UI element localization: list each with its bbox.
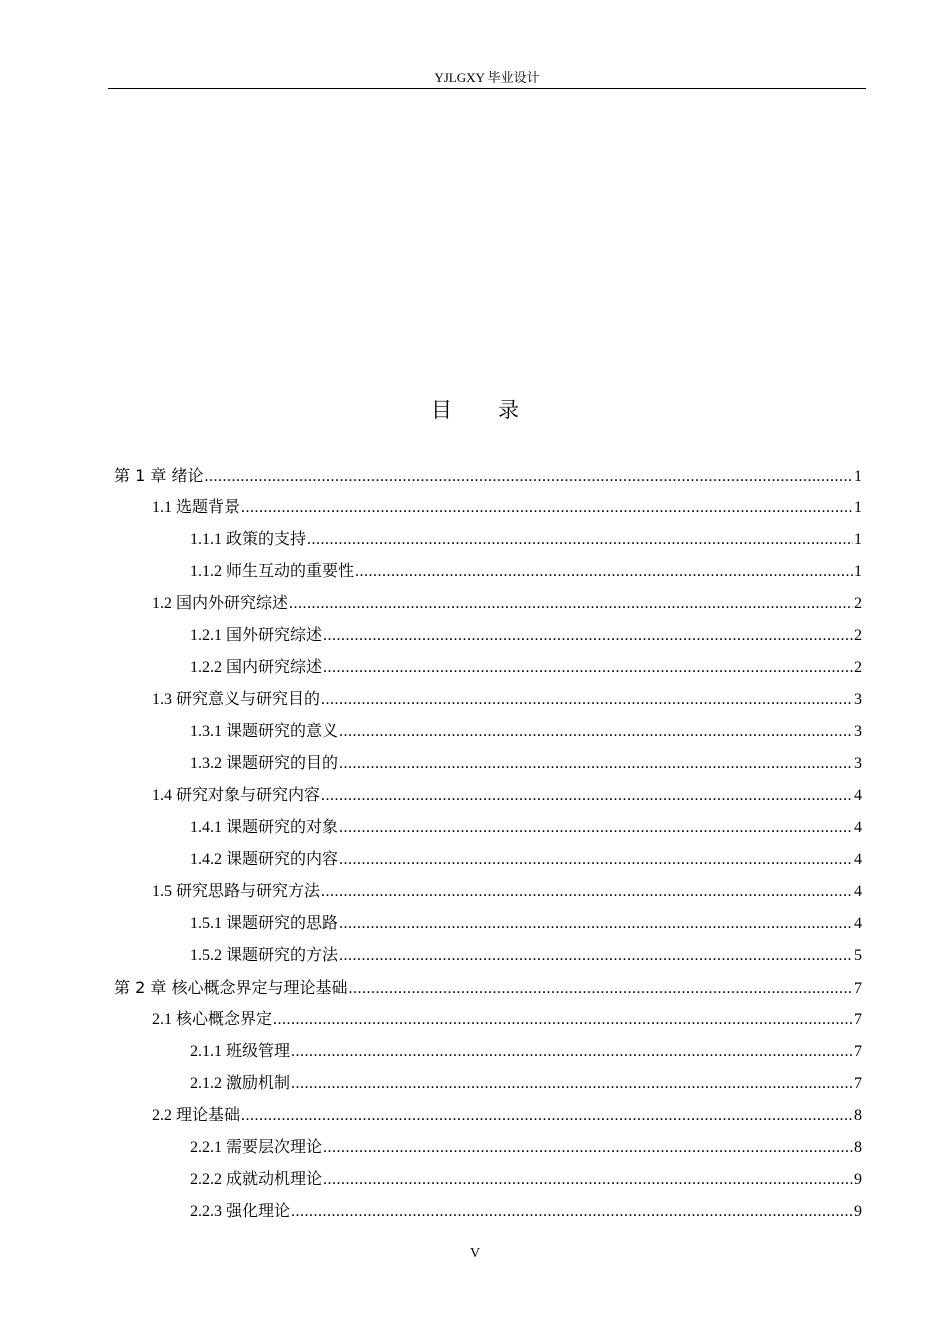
toc-leader-dots [321,684,853,716]
toc-entry[interactable] [114,1132,862,1164]
toc-entry-label: 2.2.1 需要层次理论 [190,1139,323,1156]
toc-leader-dots [321,780,853,812]
toc-entry[interactable] [114,748,862,780]
toc-entry-label: 1.5 研究思路与研究方法 [152,883,321,900]
header-text: YJLGXY 毕业设计 [434,70,540,85]
toc-entry-label: 1.2.2 国内研究综述 [190,659,323,676]
toc-leader-dots [291,1196,853,1228]
toc-leader-dots [307,524,853,556]
toc-entry-label: 1.1.2 师生互动的重要性 [190,563,355,580]
table-of-contents [114,460,862,1228]
toc-entry-label: 2.1.2 激励机制 [190,1075,291,1092]
toc-entry[interactable] [114,1196,862,1228]
toc-leader-dots [339,748,853,780]
toc-entry-page: 3 [854,691,862,708]
toc-entry-page: 1 [854,499,862,516]
toc-leader-dots [339,812,853,844]
toc-entry-page: 8 [854,1107,862,1124]
toc-entry-page: 7 [854,1011,862,1028]
toc-entry-label: 1.4.1 课题研究的对象 [190,819,339,836]
toc-leader-dots [241,492,853,524]
toc-entry-page: 7 [854,1043,862,1060]
toc-entry-label: 第 2 章 核心概念界定与理论基础 [114,978,348,997]
toc-leader-dots [321,876,853,908]
toc-entry-page: 4 [854,915,862,932]
toc-entry[interactable] [114,780,862,812]
toc-entry[interactable] [114,620,862,652]
toc-leader-dots [339,908,853,940]
toc-entry-page: 9 [854,1203,862,1220]
toc-entry-page: 3 [854,723,862,740]
toc-entry-label: 1.3.1 课题研究的意义 [190,723,339,740]
toc-leader-dots [355,556,853,588]
toc-entry-page: 5 [854,947,862,964]
toc-entry[interactable] [114,588,862,620]
toc-entry-label: 2.2.2 成就动机理论 [190,1171,323,1188]
toc-entry-label: 2.2.3 强化理论 [190,1203,291,1220]
toc-leader-dots [348,973,853,1005]
toc-leader-dots [291,1036,853,1068]
toc-entry[interactable] [114,652,862,684]
toc-title: 目录 [431,398,565,422]
toc-entry-page: 1 [854,468,862,485]
toc-leader-dots [241,1100,853,1132]
toc-entry-label: 1.4.2 课题研究的内容 [190,851,339,868]
toc-entry-label: 1.1.1 政策的支持 [190,531,307,548]
toc-entry-label: 1.5.1 课题研究的思路 [190,915,339,932]
toc-leader-dots [339,940,853,972]
toc-entry-page: 4 [854,883,862,900]
toc-entry[interactable] [114,908,862,940]
toc-entry[interactable] [114,492,862,524]
toc-entry-label: 2.1 核心概念界定 [152,1011,273,1028]
toc-entry[interactable] [114,1164,862,1196]
toc-leader-dots [323,1132,853,1164]
toc-entry[interactable] [114,940,862,972]
running-header [108,68,866,89]
toc-leader-dots [323,1164,853,1196]
toc-entry-page: 1 [854,531,862,548]
toc-entry-label: 1.1 选题背景 [152,499,241,516]
toc-entry[interactable] [114,524,862,556]
toc-leader-dots [323,652,853,684]
toc-entry-page: 4 [854,787,862,804]
toc-entry-page: 2 [854,595,862,612]
toc-entry-label: 2.2 理论基础 [152,1107,241,1124]
toc-entry[interactable] [114,812,862,844]
toc-leader-dots [289,588,853,620]
toc-leader-dots [323,620,853,652]
toc-entry-label: 1.4 研究对象与研究内容 [152,787,321,804]
toc-entry-page: 2 [854,659,862,676]
toc-entry[interactable] [114,972,862,1004]
toc-leader-dots [273,1004,853,1036]
toc-entry-label: 1.2.1 国外研究综述 [190,627,323,644]
toc-entry-page: 8 [854,1139,862,1156]
toc-entry[interactable] [114,1004,862,1036]
toc-entry[interactable] [114,876,862,908]
toc-leader-dots [291,1068,853,1100]
toc-entry-page: 4 [854,819,862,836]
toc-entry[interactable] [114,844,862,876]
toc-entry[interactable] [114,460,862,492]
toc-entry-label: 1.3.2 课题研究的目的 [190,755,339,772]
toc-entry-page: 7 [854,1075,862,1092]
toc-entry-label: 1.5.2 课题研究的方法 [190,947,339,964]
toc-entry[interactable] [114,1068,862,1100]
toc-entry[interactable] [114,1036,862,1068]
toc-entry-page: 3 [854,755,862,772]
toc-entry-page: 4 [854,851,862,868]
page-number: V [469,1246,481,1261]
toc-leader-dots [339,844,853,876]
toc-entry-page: 1 [854,563,862,580]
toc-entry[interactable] [114,684,862,716]
toc-leader-dots [204,461,853,493]
toc-entry[interactable] [114,556,862,588]
toc-entry[interactable] [114,716,862,748]
toc-leader-dots [339,716,853,748]
toc-entry[interactable] [114,1100,862,1132]
toc-entry-page: 7 [854,980,862,997]
toc-entry-label: 第 1 章 绪论 [114,466,204,485]
toc-entry-label: 1.2 国内外研究综述 [152,595,289,612]
toc-entry-label: 2.1.1 班级管理 [190,1043,291,1060]
toc-entry-page: 9 [854,1171,862,1188]
toc-entry-label: 1.3 研究意义与研究目的 [152,691,321,708]
toc-entry-page: 2 [854,627,862,644]
